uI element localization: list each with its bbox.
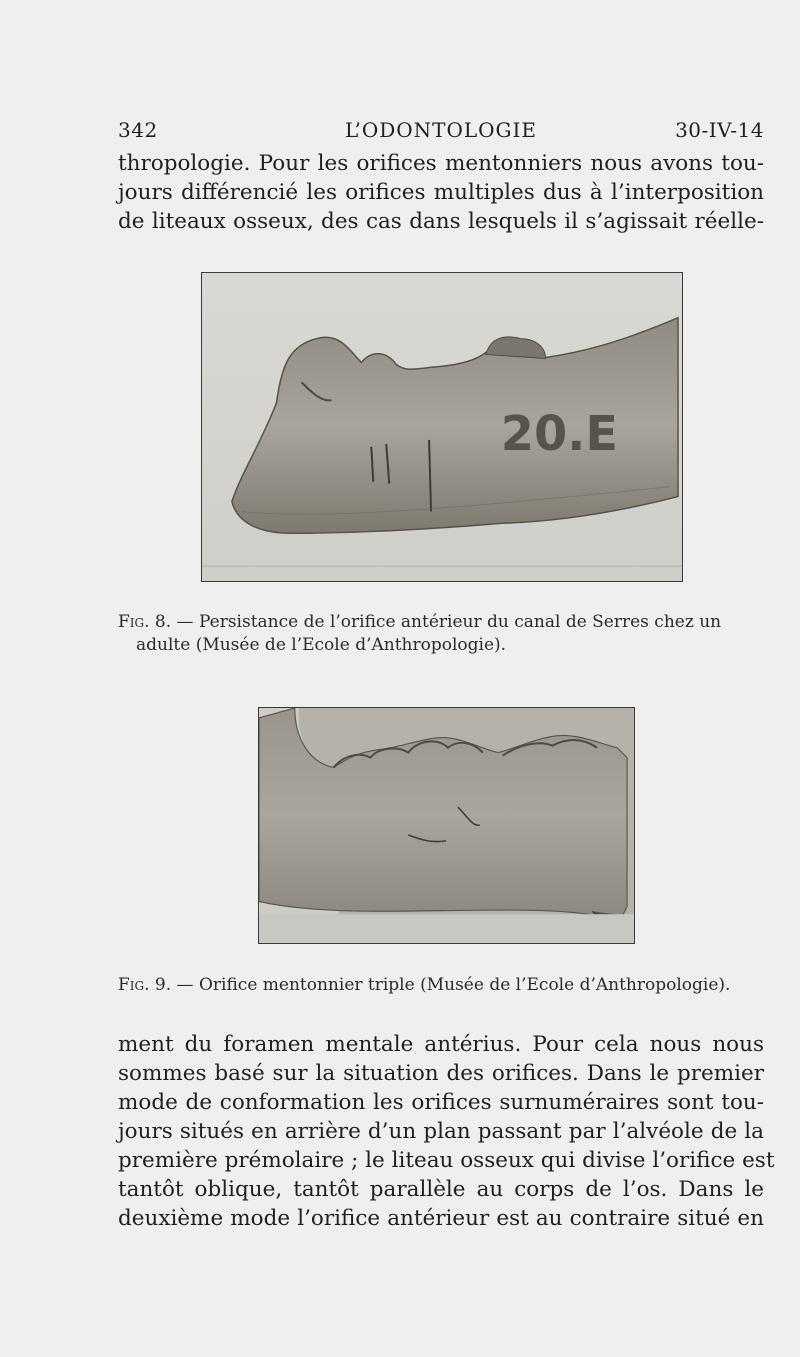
mandible-photo-8	[201, 272, 683, 582]
text-line: deuxième mode l’orifice antérieur est au contraire situé en	[118, 1206, 764, 1231]
caption-text: — Persistance de l’orifice antérieur du canal de Serres chez un	[171, 612, 722, 632]
text-line: thropologie. Pour les orifices mentonniers nous avons tou-	[118, 151, 764, 176]
running-header	[118, 118, 764, 144]
page-number: 342	[118, 118, 158, 142]
text-line: ment du foramen mentale antérius. Pour cela nous nous	[118, 1032, 764, 1057]
text-line: mode de conformation les orifices surnuméraires sont tou-	[118, 1090, 764, 1115]
journal-title: L’ODONTOLOGIE	[344, 118, 538, 142]
caption-text: adulte (Musée de l’Ecole d’Anthropologie).	[136, 635, 507, 655]
text-line: tantôt oblique, tantôt parallèle au corps de l’os. Dans le	[118, 1177, 764, 1202]
figure-9-caption	[118, 974, 778, 997]
figure-label: Fig. 8.	[118, 612, 172, 632]
mandible-photo-9	[258, 707, 635, 944]
text-line: jours différencié les orifices multiples dus à l’interposition	[118, 180, 764, 205]
figure-8-photo	[201, 272, 683, 582]
mandible-illustration	[202, 273, 682, 581]
catalog-marking: 20.E	[500, 406, 619, 462]
paragraph-top	[118, 149, 764, 236]
paragraph-bottom	[118, 1030, 775, 1233]
text-line: de liteaux osseux, des cas dans lesquels il s’agissait réelle-	[118, 209, 764, 234]
text-line: première prémolaire ; le liteau osseux qui divise l’orifice est	[118, 1148, 775, 1173]
issue-date: 30-IV-14	[675, 118, 764, 142]
mandible-illustration	[259, 708, 634, 943]
figure-label: Fig. 9.	[118, 975, 172, 995]
text-line: sommes basé sur la situation des orifices. Dans le premier	[118, 1061, 764, 1086]
figure-9-photo	[258, 707, 635, 944]
text-line: jours situés en arrière d’un plan passant par l’alvéole de la	[118, 1119, 764, 1144]
figure-8-caption	[118, 611, 764, 657]
caption-text: — Orifice mentonnier triple (Musée de l’Ecole d’Anthropologie).	[171, 975, 731, 995]
